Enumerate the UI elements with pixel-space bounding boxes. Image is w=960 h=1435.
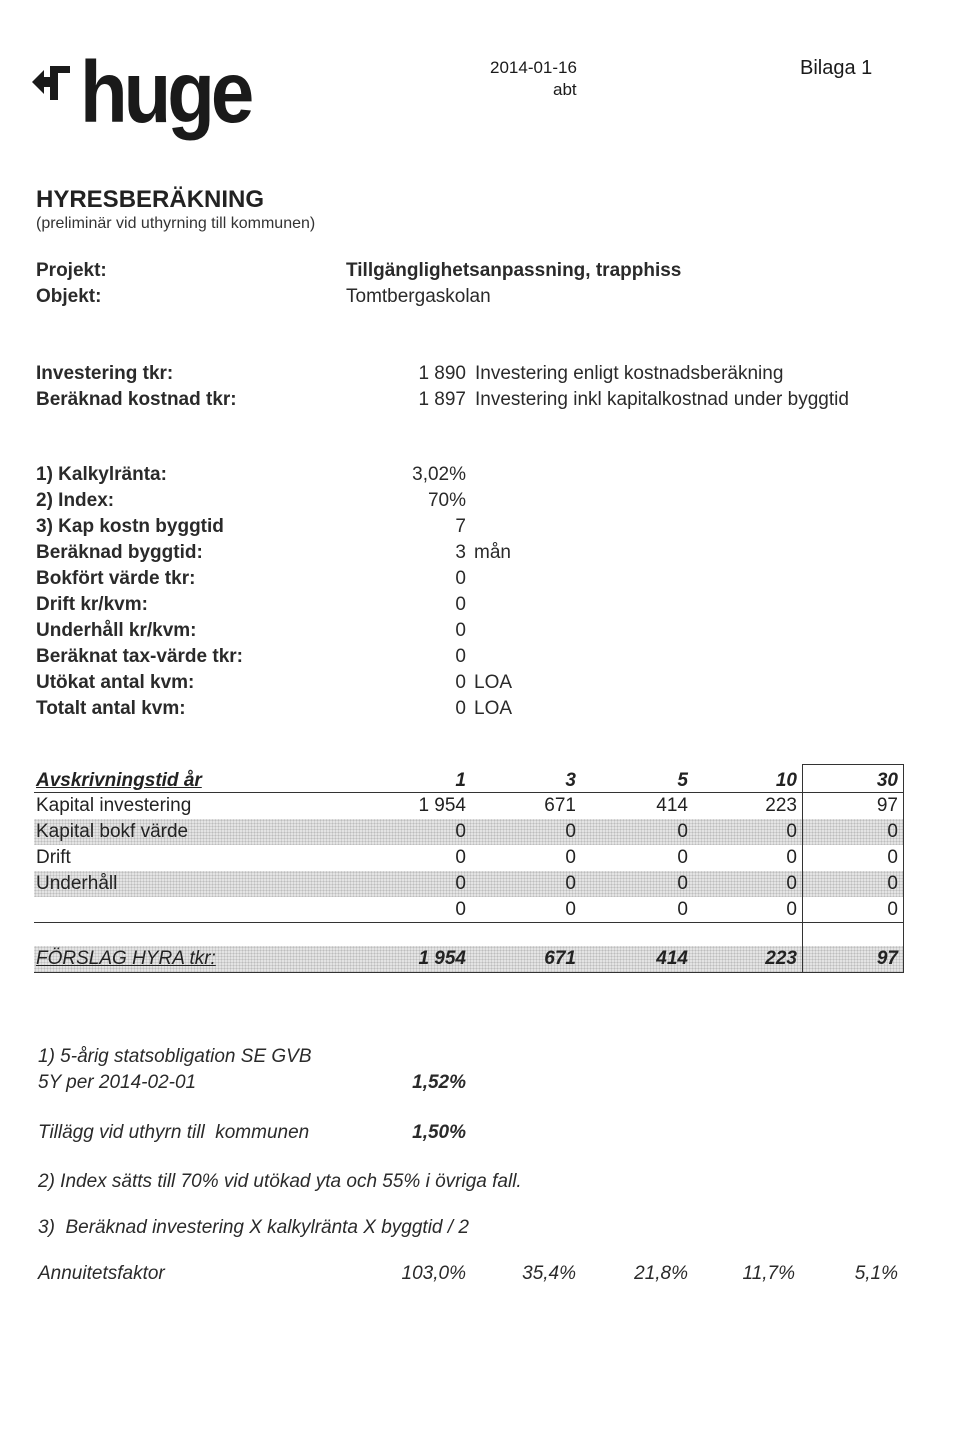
param-label: Totalt antal kvm:	[36, 698, 186, 719]
attachment-label: Bilaga 1	[800, 57, 873, 79]
row-cell: 0	[565, 899, 576, 920]
logo-arrows-icon	[30, 60, 74, 104]
column-box-right	[903, 764, 904, 973]
row-cell: 0	[887, 873, 898, 894]
note-1-line-2: 5Y per 2014-02-01	[38, 1072, 197, 1093]
investment-desc: Investering enligt kostnadsberäkning	[475, 363, 784, 384]
note-1-value: 1,52%	[412, 1072, 466, 1093]
param-label: Beräknat tax-värde tkr:	[36, 646, 243, 667]
row-cell: 0	[786, 847, 797, 868]
param-value: 3	[455, 542, 466, 563]
row-label: Underhåll	[36, 873, 118, 894]
row-cell: 0	[677, 847, 688, 868]
row-label: Kapital investering	[36, 795, 192, 816]
row-cell: 0	[677, 899, 688, 920]
row-cell: 0	[887, 821, 898, 842]
table-row	[34, 845, 904, 871]
addition-value: 1,50%	[412, 1122, 466, 1143]
row-cell: 671	[544, 795, 576, 816]
row-cell: 0	[786, 821, 797, 842]
table-row	[34, 793, 904, 819]
row-cell: 0	[887, 847, 898, 868]
row-cell: 0	[565, 821, 576, 842]
subtotal-rule	[34, 922, 904, 923]
row-label: Kapital bokf värde	[36, 821, 189, 842]
param-value: 0	[455, 620, 466, 641]
total-rule	[34, 972, 904, 973]
column-header: 10	[775, 770, 797, 791]
annuity-value: 21,8%	[634, 1263, 688, 1284]
row-cell: 414	[656, 795, 688, 816]
note-2: 2) Index sätts till 70% vid utökad yta och 55% i övriga fall.	[38, 1171, 522, 1192]
param-label: Utökat antal kvm:	[36, 672, 195, 693]
param-unit: LOA	[474, 672, 513, 693]
param-label: Bokfört värde tkr:	[36, 568, 196, 589]
total-label: FÖRSLAG HYRA tkr:	[36, 948, 216, 969]
param-value: 0	[455, 672, 466, 693]
row-cell: 97	[876, 795, 898, 816]
investment-label: Investering tkr:	[36, 363, 174, 384]
author-signature: abt	[553, 80, 577, 99]
row-cell: 223	[765, 795, 797, 816]
row-cell: 0	[786, 899, 797, 920]
table-header-row	[34, 768, 904, 794]
table-row	[34, 819, 904, 845]
cost-label: Beräknad kostnad tkr:	[36, 389, 237, 410]
row-cell: 0	[565, 847, 576, 868]
total-cell: 1 954	[418, 948, 466, 969]
row-cell: 0	[786, 873, 797, 894]
column-header: 3	[565, 770, 576, 791]
param-value: 0	[455, 594, 466, 615]
annuity-value: 35,4%	[522, 1263, 576, 1284]
column-box-top	[802, 764, 904, 765]
row-cell: 0	[677, 873, 688, 894]
table-row	[34, 871, 904, 897]
addition-label: Tillägg vid uthyrn till kommunen	[38, 1122, 310, 1143]
note-3: 3) Beräknad investering X kalkylränta X byggtid / 2	[38, 1217, 469, 1238]
project-label: Projekt:	[36, 260, 107, 281]
param-value: 0	[455, 698, 466, 719]
param-value: 0	[455, 646, 466, 667]
document-date: 2014-01-16	[490, 58, 577, 77]
total-cell: 671	[544, 948, 576, 969]
table-header-label: Avskrivningstid år	[36, 770, 202, 791]
cost-value: 1 897	[418, 389, 466, 410]
annuity-value: 5,1%	[854, 1263, 898, 1284]
row-cell: 0	[455, 821, 466, 842]
param-label: Drift kr/kvm:	[36, 594, 148, 615]
investment-value: 1 890	[418, 363, 466, 384]
total-row	[34, 946, 904, 972]
table-row	[34, 897, 904, 923]
total-cell: 414	[656, 948, 688, 969]
row-label: Drift	[36, 847, 71, 868]
column-header: 5	[677, 770, 688, 791]
annuity-label: Annuitetsfaktor	[38, 1263, 165, 1284]
param-value: 7	[455, 516, 466, 537]
row-cell: 0	[455, 873, 466, 894]
param-unit: mån	[474, 542, 511, 563]
column-header: 1	[455, 770, 466, 791]
param-label: Beräknad byggtid:	[36, 542, 203, 563]
page-title: HYRESBERÄKNING	[36, 186, 265, 213]
param-label: Underhåll kr/kvm:	[36, 620, 197, 641]
annuity-value: 11,7%	[742, 1263, 795, 1284]
param-label: 3) Kap kostn byggtid	[36, 516, 224, 537]
param-label: 2) Index:	[36, 490, 115, 511]
note-1-line-1: 1) 5-årig statsobligation SE GVB	[38, 1046, 312, 1067]
row-cell: 1 954	[418, 795, 466, 816]
annuity-value: 103,0%	[401, 1263, 466, 1284]
param-label: 1) Kalkylränta:	[36, 464, 167, 485]
param-unit: LOA	[474, 698, 513, 719]
total-cell: 223	[765, 948, 797, 969]
row-cell: 0	[677, 821, 688, 842]
column-header: 30	[876, 770, 898, 791]
column-box-left	[802, 764, 803, 973]
row-cell: 0	[455, 847, 466, 868]
cost-desc: Investering inkl kapitalkostnad under byggtid	[475, 389, 849, 410]
param-value: 3,02%	[412, 464, 466, 485]
object-value: Tomtbergaskolan	[346, 286, 491, 307]
object-label: Objekt:	[36, 286, 102, 307]
page-subtitle: (preliminär vid uthyrning till kommunen)	[36, 215, 316, 232]
row-cell: 0	[455, 899, 466, 920]
project-value: Tillgänglighetsanpassning, trapphiss	[346, 260, 682, 281]
row-cell: 0	[565, 873, 576, 894]
logo-text: huge	[80, 42, 251, 141]
param-value: 0	[455, 568, 466, 589]
total-cell: 97	[876, 948, 898, 969]
row-cell: 0	[887, 899, 898, 920]
param-value: 70%	[427, 490, 466, 511]
company-logo	[30, 42, 260, 141]
